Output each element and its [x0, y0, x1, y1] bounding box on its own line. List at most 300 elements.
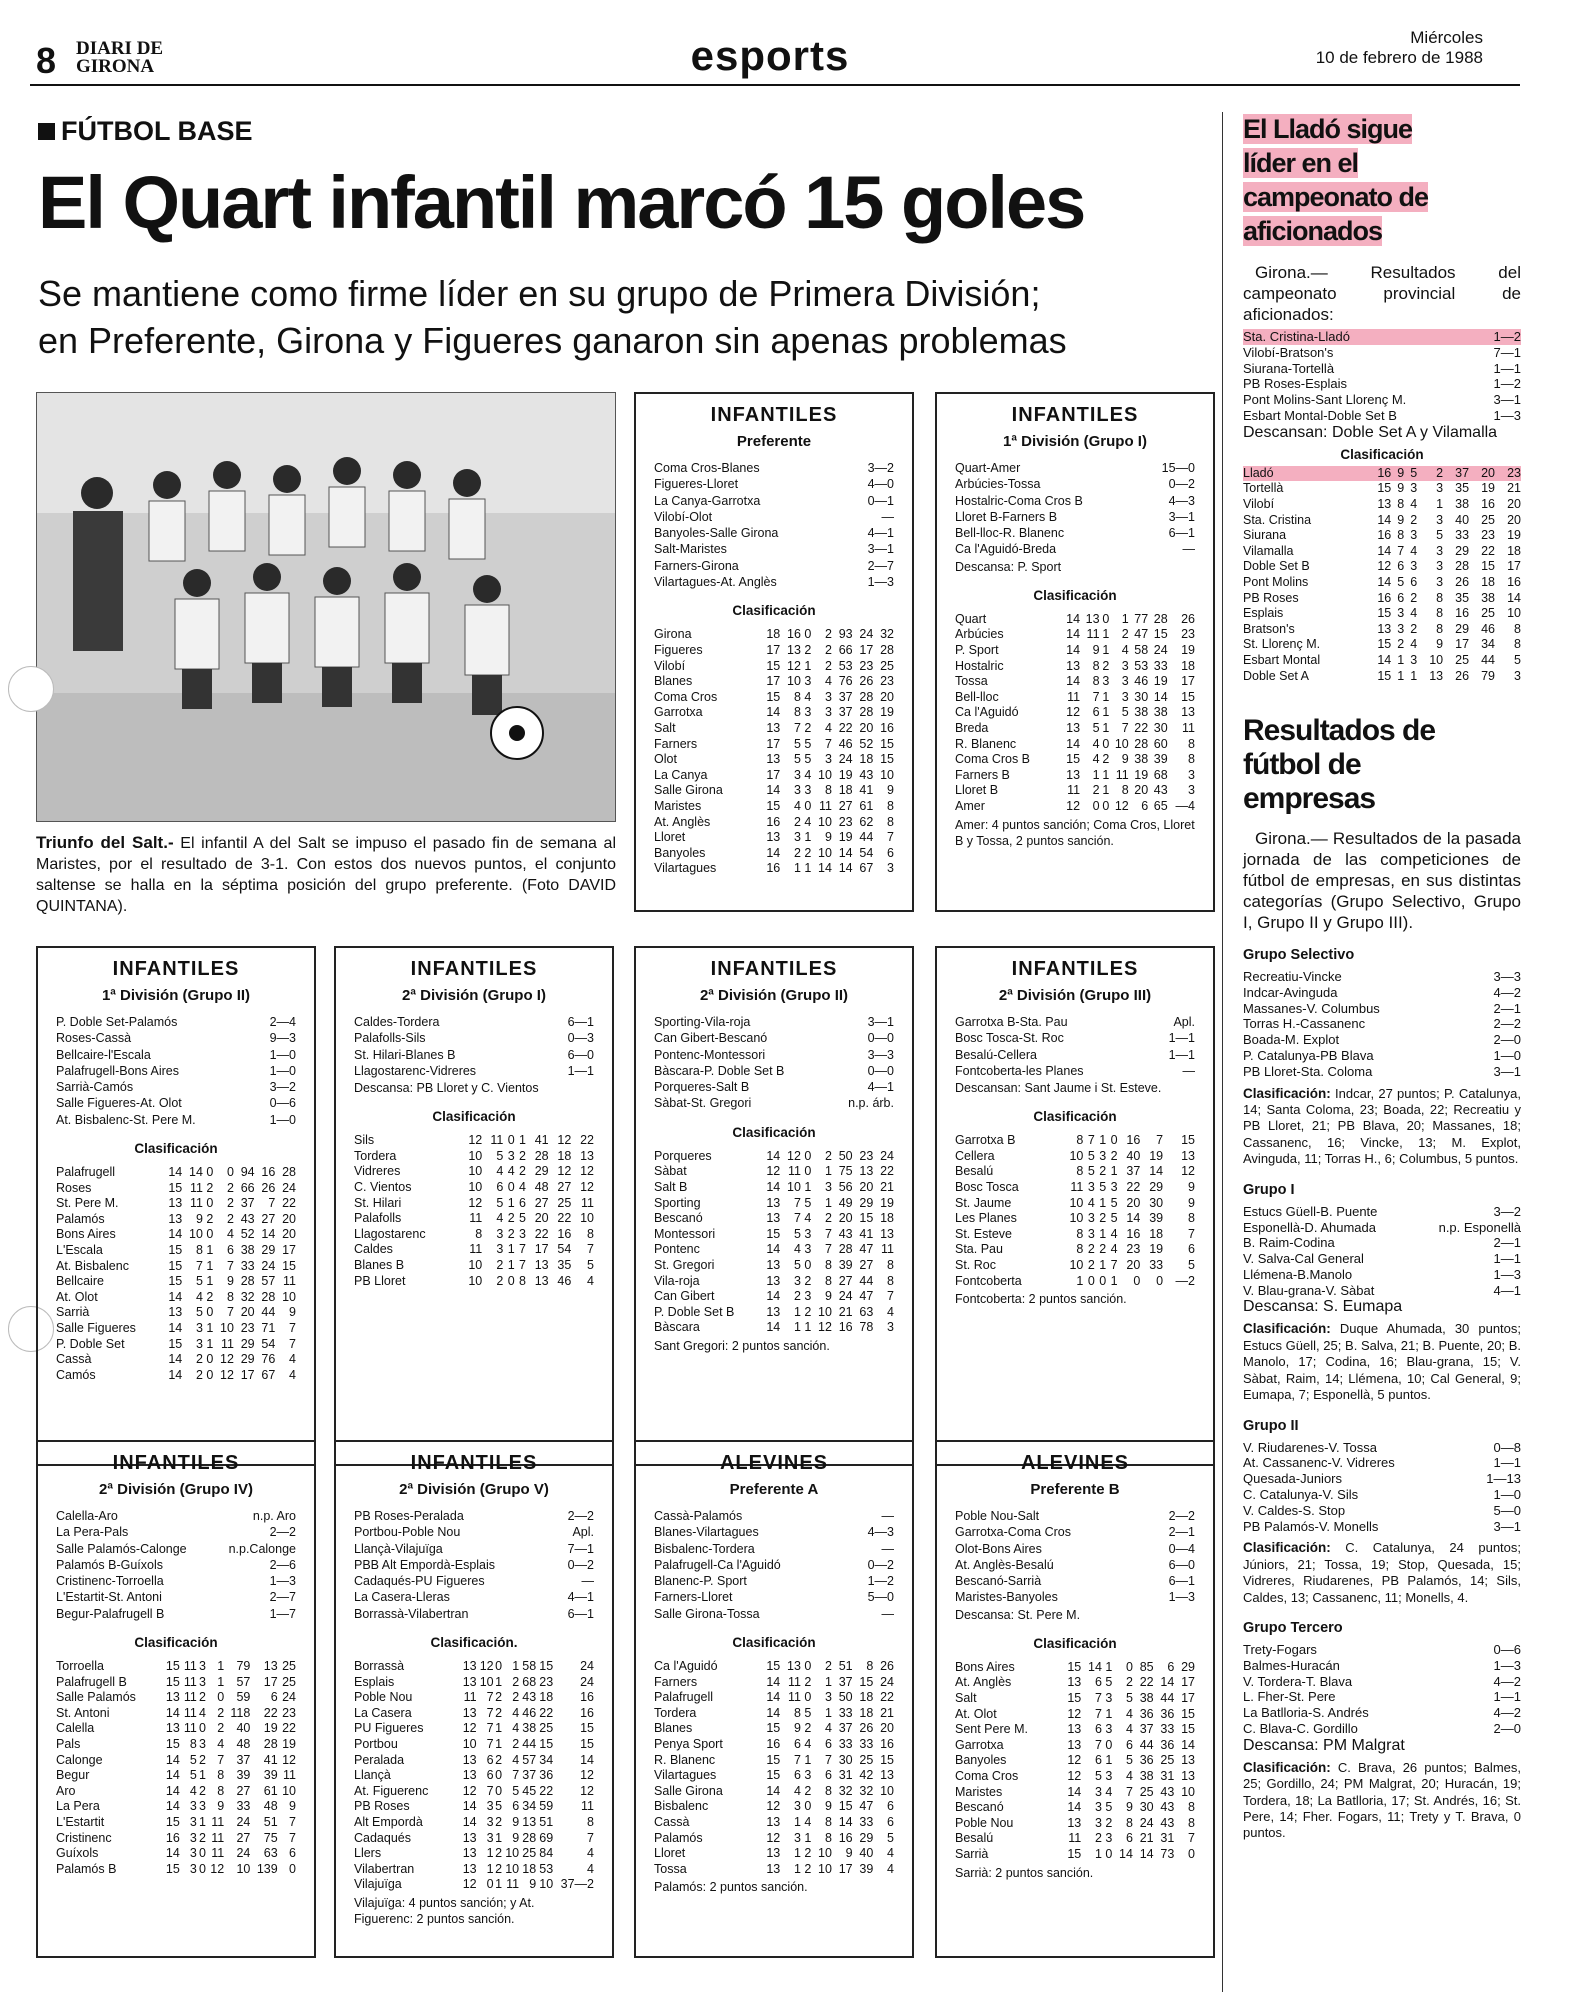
standings-value: 8 [1121, 783, 1129, 798]
standings-value: 27 [838, 798, 853, 813]
standings-value: 16 [1377, 528, 1392, 543]
standings-value: 7 [289, 1815, 296, 1830]
standings-value: 71 [261, 1321, 276, 1336]
standings-row [955, 799, 1195, 815]
result-row [56, 1524, 296, 1540]
standings-value: 33 [859, 1815, 874, 1830]
standings-value: 12 [282, 1752, 296, 1767]
standings-team: Blanes [654, 1721, 693, 1736]
standings-value: 14 [168, 1289, 183, 1304]
standings-row [354, 1846, 594, 1862]
standings-value: 0 [1133, 1273, 1141, 1288]
standings-value: 1 [495, 1737, 503, 1752]
standings-value: 4 [289, 1352, 296, 1367]
result-row [1243, 1440, 1521, 1456]
standings-value: 37 [236, 1752, 251, 1767]
standings-value: 1 [217, 1674, 225, 1689]
standings-team: Vidreres [354, 1164, 401, 1179]
standings-value: 11 [283, 1274, 296, 1289]
box-standings [354, 1659, 594, 1893]
standings-value: 19 [1149, 1148, 1164, 1163]
standings-value: 24 [580, 1659, 594, 1674]
standings-value: 15 [838, 1799, 853, 1814]
standings-team: Cassà [654, 1815, 690, 1830]
standings-team: Sporting [654, 1195, 701, 1210]
standings-team: Salt [654, 720, 676, 735]
match-teams: Sta. Cristina-Lladó [1243, 329, 1350, 344]
standings-value: 3 [804, 674, 812, 689]
standings-value: 19 [1134, 767, 1149, 782]
standings-value: 24 [1139, 1815, 1154, 1830]
standings-value: 1 [1099, 1226, 1107, 1241]
standings-value: 7 [512, 1768, 520, 1783]
box-class-title: Clasificación [1033, 1109, 1117, 1125]
standings-row [56, 1784, 296, 1800]
standings-row [354, 1258, 594, 1274]
match-score: 4—1 [867, 1080, 894, 1095]
standings-value: 15 [165, 1659, 180, 1674]
match-teams: Siurana-Tortellà [1243, 360, 1335, 376]
standings-value: 3 [189, 1799, 197, 1814]
issue-date [1316, 28, 1483, 68]
standings-value: 46 [557, 1273, 572, 1288]
match-score: 1—0 [1493, 1486, 1521, 1502]
standings-row [354, 1675, 594, 1691]
standings-row [654, 1164, 894, 1180]
standings-team: Borrassà [354, 1659, 405, 1674]
match-teams: Cassà-Palamós [654, 1509, 743, 1523]
box-class-title: Clasificación [732, 603, 816, 619]
standings-value: 3 [189, 1846, 197, 1861]
standings-team: L'Estartit [56, 1815, 105, 1830]
standings-value: 77 [1134, 611, 1149, 626]
standings-team: Penya Sport [654, 1737, 723, 1752]
standings-value: 2 [496, 1257, 504, 1272]
standings-value: 20 [859, 1179, 874, 1194]
standings-value: 59 [539, 1799, 554, 1814]
standings-team: Sarrià [56, 1305, 90, 1320]
result-row [56, 1047, 296, 1063]
standings-value: 14 [1066, 736, 1081, 751]
result-row [654, 1063, 894, 1079]
standings-row [56, 1290, 296, 1306]
match-score: 1—2 [1493, 376, 1521, 392]
standings-row [955, 721, 1195, 737]
standings-value: 29 [1181, 1659, 1195, 1674]
standings-value: 7 [519, 1242, 526, 1257]
match-score: 7—1 [1493, 344, 1521, 360]
standings-value: 41 [263, 1752, 278, 1767]
standings-value: 53 [838, 658, 853, 673]
standings-value: 1 [495, 1674, 503, 1689]
standings-value: 12 [1067, 1768, 1082, 1783]
standings-value: 19 [1153, 674, 1168, 689]
standings-row [654, 861, 894, 877]
standings-value: 4 [512, 1752, 520, 1767]
result-row [955, 1541, 1195, 1557]
standings-row [56, 1659, 296, 1675]
standings-value: 14 [168, 1352, 183, 1367]
standings-value: 22 [282, 1721, 296, 1736]
match-teams: V. Blau-grana-V. Sàbat [1243, 1282, 1375, 1298]
standings-value: 8 [793, 705, 801, 720]
match-score: 0—8 [1493, 1439, 1521, 1455]
match-teams: Borrassà-Vilabertran [354, 1606, 469, 1621]
standings-team: Camós [56, 1367, 96, 1382]
standings-value: 14 [168, 1227, 183, 1242]
standings-value: 13 [766, 1273, 781, 1288]
standings-value: 2 [804, 1783, 812, 1798]
group-class-text: C. Catalunya, 24 puntos; Júniors, 21; Tossa, 19; Stop, Quesada, 15; Vidreres, Riudarenes, PB Palamós, 14; Sils, Caldes, 13; Cassanenc, 11; Monells, 4. [1243, 1540, 1521, 1605]
box-results [56, 1508, 296, 1622]
standings-value: 6 [1094, 1722, 1102, 1737]
standings-team: Vilobí [1243, 496, 1275, 511]
empresas-headline [1243, 714, 1521, 816]
standings-value: 9 [1188, 1195, 1195, 1210]
result-row [1243, 1519, 1521, 1535]
standings-value: 41 [859, 1226, 874, 1241]
box-class-title: Clasificación [1033, 587, 1117, 603]
standings-team: At. Olot [955, 1706, 997, 1721]
standings-value: 7 [486, 1705, 494, 1720]
standings-value: 25 [1139, 1784, 1154, 1799]
standings-value: 0 [206, 1165, 214, 1180]
standings-value: 7 [793, 1195, 801, 1210]
standings-value: 9 [824, 1289, 832, 1304]
result-row [1243, 985, 1521, 1001]
kicker-square-icon [38, 123, 55, 140]
match-teams: PB Roses-Esplais [1243, 376, 1348, 392]
standings-value: 12 [580, 1164, 594, 1179]
result-row [654, 1557, 894, 1573]
standings-value: 10 [1069, 1211, 1084, 1226]
match-teams: La Canya-Garrotxa [654, 493, 761, 508]
standings-row [955, 1164, 1195, 1180]
standings-value: 2 [1102, 752, 1110, 767]
match-score: 5—0 [1493, 1502, 1521, 1518]
standings-value: 7 [1110, 1257, 1118, 1272]
box-standings [654, 1149, 894, 1336]
standings-team: Palafolls [354, 1211, 402, 1226]
standings-value: 8 [217, 1783, 225, 1798]
standings-value: 7 [1094, 1737, 1102, 1752]
standings-value: 17 [766, 642, 781, 657]
match-teams: Garrotxa-Coma Cros [955, 1525, 1071, 1540]
standings-row [654, 737, 894, 753]
standings-value: 38 [1139, 1690, 1154, 1705]
result-row [955, 476, 1195, 492]
match-teams: Descansa: PB Lloret y C. Vientos [354, 1081, 539, 1096]
match-score: 2—2 [269, 1525, 296, 1540]
standings-value: 1 [206, 1336, 214, 1351]
match-score: 4—1 [867, 526, 894, 541]
standings-value: 38 [1139, 1768, 1154, 1783]
standings-value: 13 [534, 1257, 549, 1272]
standings-row [654, 1675, 894, 1691]
standings-row [955, 1149, 1195, 1165]
box-standings [654, 1659, 894, 1877]
standings-team: Vilamalla [1243, 543, 1294, 558]
match-score: 1—2 [1493, 329, 1521, 344]
standings-value: 47 [1134, 627, 1149, 642]
standings-value: 37 [522, 1768, 537, 1783]
results-box [334, 1440, 614, 1958]
standings-value: 0 [1125, 1659, 1133, 1674]
standings-value: 22 [1134, 720, 1149, 735]
standings-value: 3 [824, 705, 832, 720]
standings-value: 4 [1410, 606, 1418, 621]
standings-value: 22 [838, 720, 853, 735]
standings-value: 15 [165, 1737, 180, 1752]
standings-value: 21 [1507, 481, 1521, 496]
standings-value: 8 [1092, 674, 1100, 689]
standings-value: 14 [766, 845, 781, 860]
standings-value: 7 [486, 1737, 494, 1752]
standings-value: 8 [217, 1768, 225, 1783]
standings-row [1243, 513, 1521, 529]
empresas-headline-line: empresas [1243, 782, 1376, 816]
standings-team: PB Lloret [354, 1273, 406, 1288]
standings-row [1243, 481, 1521, 497]
match-teams: Begur-Palafrugell B [56, 1606, 165, 1621]
standings-value: 8 [824, 1257, 832, 1272]
standings-value: 24 [880, 1674, 894, 1689]
box-results [354, 1014, 594, 1096]
standings-value: 6 [1141, 798, 1149, 813]
standings-value: 2 [1110, 1148, 1118, 1163]
match-teams: B. Raim-Codina [1243, 1235, 1335, 1251]
standings-value: 3 [199, 1737, 206, 1752]
standings-value: 51 [263, 1815, 278, 1830]
standings-value: 12 [220, 1367, 234, 1382]
match-score: 1—3 [1493, 1657, 1521, 1673]
match-score: 4—3 [1168, 493, 1195, 508]
standings-value: 16 [557, 1226, 572, 1241]
standings-value: 6 [1167, 1659, 1175, 1674]
result-row [354, 1047, 594, 1063]
result-row [1243, 1204, 1521, 1220]
match-score: 4—3 [867, 1525, 894, 1540]
match-teams: Olot-Bons Aires [955, 1541, 1042, 1556]
standings-value: 35 [1455, 481, 1470, 496]
standings-team: Bratson's [1243, 621, 1295, 636]
standings-value: 16 [880, 1737, 894, 1752]
standings-value: 8 [1076, 1226, 1084, 1241]
standings-value: 29 [261, 1243, 276, 1258]
standings-team: St. Hilari [354, 1195, 402, 1210]
match-score: 2—2 [1168, 1509, 1195, 1523]
standings-row [1243, 653, 1521, 669]
match-teams: Esbart Montal-Doble Set B [1243, 407, 1397, 423]
group-classification [1243, 1760, 1521, 1842]
match-score: 0—0 [867, 1063, 894, 1078]
standings-value: 28 [263, 1737, 278, 1752]
box-title: ALEVINES [1020, 1452, 1130, 1474]
result-row [955, 509, 1195, 525]
match-score: 2—4 [269, 1015, 296, 1029]
standings-value: 12 [210, 1861, 225, 1876]
standings-value: 12 [580, 1783, 594, 1798]
standings-team: Lloret B [955, 783, 999, 798]
match-score: 1—1 [1168, 1031, 1195, 1046]
standings-value: 13 [1377, 621, 1392, 636]
standings-value: 12 [766, 1799, 781, 1814]
standings-value: 48 [263, 1799, 278, 1814]
match-teams: Blanes-Vilartagues [654, 1525, 759, 1540]
standings-value: 1 [824, 1195, 832, 1210]
match-teams: Pontenc-Montessori [654, 1047, 766, 1062]
standings-team: Les Planes [955, 1211, 1017, 1226]
standings-value: 27 [838, 1273, 853, 1288]
standings-value: 7 [1121, 720, 1129, 735]
standings-value: 33 [838, 1705, 853, 1720]
standings-team: P. Sport [955, 642, 999, 657]
standings-value: 4 [226, 1227, 234, 1242]
match-score: 2—0 [1493, 1032, 1521, 1048]
standings-value: 6 [1094, 1753, 1102, 1768]
standings-value: 2 [206, 1180, 214, 1195]
match-score: 1—2 [867, 1574, 894, 1589]
standings-value: 15 [539, 1659, 554, 1674]
standings-value: 9 [824, 1799, 832, 1814]
result-row [654, 1508, 894, 1524]
standings-value: 18 [1181, 658, 1195, 673]
standings-value: 2 [1099, 1164, 1107, 1179]
standings-value: 5 [804, 752, 812, 767]
standings-team: Esbart Montal [1243, 652, 1321, 667]
match-teams: La Pera-Pals [56, 1525, 129, 1540]
result-row [654, 509, 894, 525]
result-row [955, 1524, 1195, 1540]
box-subtitle: 2ª División (Grupo II) [699, 987, 849, 1004]
standings-value: 11 [469, 1211, 483, 1226]
standings-value: 19 [880, 1195, 894, 1210]
standings-value: 28 [261, 1289, 276, 1304]
result-row [1243, 1487, 1521, 1503]
standings-value: 3 [1087, 1211, 1095, 1226]
standings-value: 15 [766, 1768, 781, 1783]
standings-value: 5 [1099, 1179, 1107, 1194]
standings-value: 4 [793, 798, 801, 813]
standings-value: 11 [818, 798, 832, 813]
standings-value: 29 [240, 1352, 255, 1367]
match-score: — [881, 509, 894, 524]
standings-value: 20 [240, 1305, 255, 1320]
standings-value: 1 [793, 861, 801, 876]
standings-value: 4 [1410, 496, 1418, 511]
standings-value: 3 [793, 1799, 801, 1814]
standings-value: 4 [824, 720, 832, 735]
standings-row [56, 1165, 296, 1181]
standings-value: 37 [838, 689, 853, 704]
standings-value: 3 [1110, 1179, 1118, 1194]
result-row [654, 1606, 894, 1622]
standings-row [654, 783, 894, 799]
standings-value: 11 [881, 1242, 894, 1257]
standings-value: 61 [859, 798, 874, 813]
standings-value: 15 [168, 1274, 183, 1289]
standings-value: 18 [838, 783, 853, 798]
standings-value: 2 [495, 1690, 503, 1705]
standings-value: 27 [261, 1211, 276, 1226]
standings-value: 25 [282, 1674, 296, 1689]
standings-value: 118 [230, 1705, 251, 1720]
box-standings [354, 1133, 594, 1289]
group-classification [1243, 1540, 1521, 1606]
standings-value: 11 [787, 1690, 801, 1705]
result-row [56, 1030, 296, 1046]
standings-team: Vila-roja [654, 1273, 700, 1288]
box-note: Vilajuïga: 4 puntos sanción; y At. Figuerenc: 2 puntos sanción. [354, 1895, 535, 1926]
standings-value: 13 [1429, 668, 1444, 683]
standings-value: 3 [887, 1320, 894, 1335]
standings-value: 10 [1429, 652, 1444, 667]
standings-row [1243, 575, 1521, 591]
standings-value: 0 [1102, 611, 1110, 626]
result-row [654, 1095, 894, 1111]
match-score: 1—0 [269, 1047, 296, 1062]
standings-value: 2 [206, 1289, 214, 1304]
standings-value: 3 [887, 861, 894, 876]
standings-value: 14 [462, 1799, 477, 1814]
standings-team: Tortellà [1243, 481, 1284, 496]
match-score: 1—0 [269, 1063, 296, 1078]
standings-value: 1 [804, 1320, 812, 1335]
standings-row [56, 1737, 296, 1753]
box-note: Sant Gregori: 2 puntos sanción. [654, 1338, 830, 1353]
standings-value: 20 [859, 720, 874, 735]
standings-value: 3 [1121, 674, 1129, 689]
standings-value: 16 [261, 1165, 276, 1180]
standings-row [955, 1211, 1195, 1227]
standings-value: 4 [1410, 543, 1418, 558]
standings-value: 18 [539, 1690, 554, 1705]
match-score: 1—1 [1493, 1689, 1521, 1705]
standings-value: 29 [240, 1336, 255, 1351]
standings-value: 20 [838, 1211, 853, 1226]
match-teams: St. Hilari-Blanes B [354, 1047, 456, 1062]
standings-value: 10 [818, 814, 832, 829]
standings-value: 21 [880, 1179, 894, 1194]
standings-value: 8 [1436, 590, 1444, 605]
standings-value: 4 [1092, 752, 1100, 767]
result-row [1243, 1064, 1521, 1080]
standings-value: 3 [824, 1179, 832, 1194]
standings-value: 0 [199, 1846, 206, 1861]
standings-value: 27 [557, 1179, 572, 1194]
standings-value: 10 [580, 1211, 594, 1226]
standings-value: 3 [1514, 668, 1521, 683]
standings-value: 4 [887, 1846, 894, 1861]
standings-value: 15 [1153, 627, 1168, 642]
standings-team: St. Jaume [955, 1195, 1012, 1210]
standings-row [354, 1768, 594, 1784]
standings-value: 54 [557, 1242, 572, 1257]
standings-value: 29 [534, 1164, 549, 1179]
standings-team: Ca l'Aguidó [955, 705, 1019, 720]
standings-value: 6 [496, 1179, 504, 1194]
match-score: 4—2 [1493, 1673, 1521, 1689]
result-row [955, 1080, 1195, 1096]
standings-value: 5 [1121, 705, 1129, 720]
team-photo-illustration [37, 393, 616, 822]
standings-value: 2 [804, 1721, 812, 1736]
standings-team: Siurana [1243, 528, 1287, 543]
box-results [56, 1014, 296, 1128]
standings-value: 13 [766, 1304, 781, 1319]
standings-value: 52 [859, 736, 874, 751]
standings-team: Fontcoberta [955, 1273, 1022, 1288]
